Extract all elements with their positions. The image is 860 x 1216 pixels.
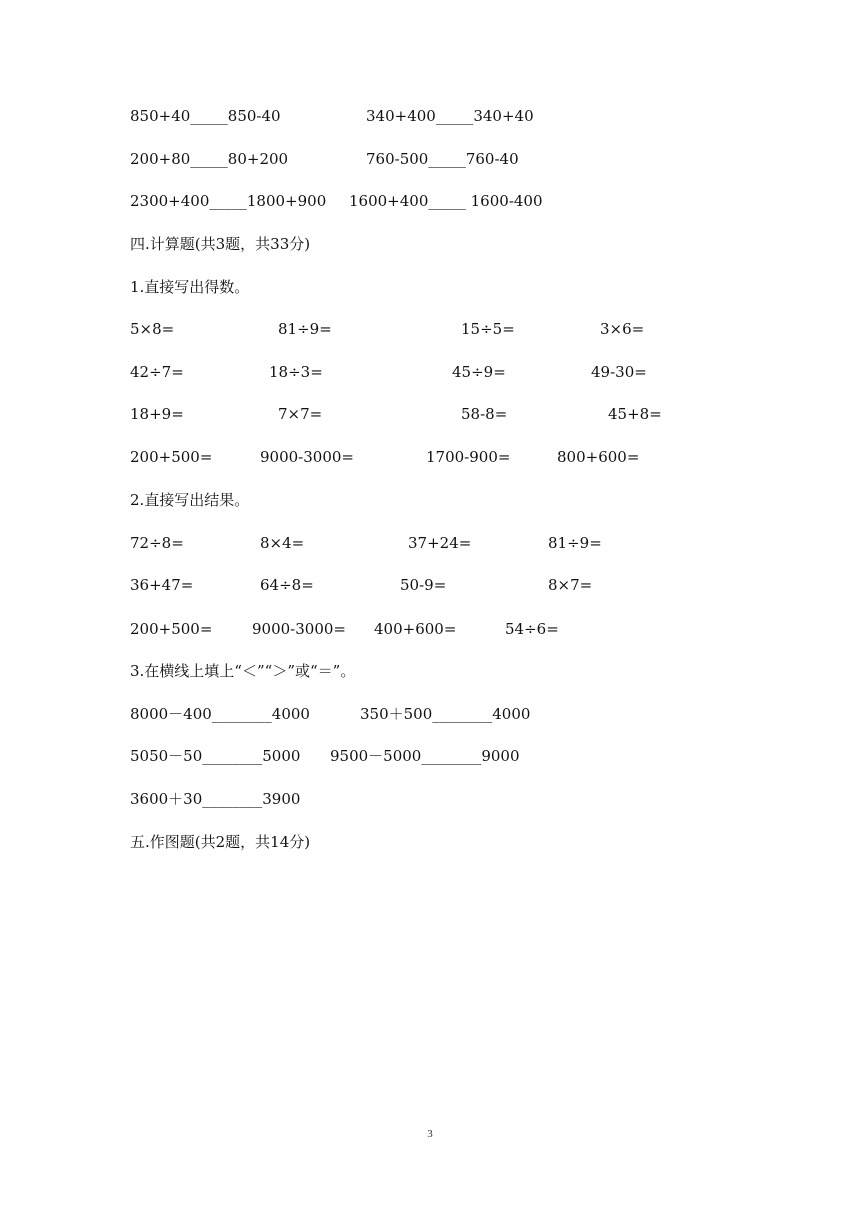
calc-item: 45÷9= [452,363,506,381]
compare-item: 8000－400________4000 [130,705,310,723]
calc-item: 800+600= [557,448,640,466]
calc-item: 36+47= [130,576,194,594]
calc-item: 81÷9= [548,534,602,552]
calc-item: 18÷3= [269,363,323,381]
question-title: 1.直接写出得数。 [130,278,250,296]
calc-item: 1700-900= [426,448,511,466]
calc-item: 400+600= [374,620,457,638]
calc-item: 15÷5= [461,320,515,338]
compare-item: 5050－50________5000 [130,747,301,765]
calc-item: 9000-3000= [260,448,354,466]
calc-item: 8×7= [548,576,593,594]
calc-item: 200+500= [130,448,213,466]
calc-item: 8×4= [260,534,305,552]
section-heading: 五.作图题(共2题，共14分) [130,833,311,851]
calc-item: 42÷7= [130,363,184,381]
compare-item: 350＋500________4000 [360,705,531,723]
compare-item: 3600＋30________3900 [130,790,301,808]
calc-item: 54÷6= [505,620,559,638]
calc-item: 50-9= [400,576,447,594]
calc-item: 49-30= [591,363,647,381]
calc-item: 72÷8= [130,534,184,552]
calc-item: 3×6= [600,320,645,338]
page-number: 3 [427,1128,433,1140]
calc-item: 9000-3000= [252,620,346,638]
calc-item: 7×7= [278,405,323,423]
compare-item: 1600+400_____ 1600-400 [349,192,543,210]
question-title: 3.在横线上填上“＜”“＞”或“＝”。 [130,662,356,680]
calc-item: 5×8= [130,320,175,338]
compare-item: 9500－5000________9000 [330,747,520,765]
compare-item: 200+80_____80+200 [130,150,289,168]
compare-item: 760-500_____760-40 [366,150,519,168]
calc-item: 18+9= [130,405,184,423]
calc-item: 64÷8= [260,576,314,594]
calc-item: 37+24= [408,534,472,552]
compare-item: 340+400_____340+40 [366,107,534,125]
compare-item: 850+40_____850-40 [130,107,281,125]
question-title: 2.直接写出结果。 [130,491,250,509]
calc-item: 58-8= [461,405,508,423]
calc-item: 45+8= [608,405,662,423]
compare-item: 2300+400_____1800+900 [130,192,327,210]
calc-item: 200+500= [130,620,213,638]
calc-item: 81÷9= [278,320,332,338]
section-heading: 四.计算题(共3题，共33分) [130,235,311,253]
